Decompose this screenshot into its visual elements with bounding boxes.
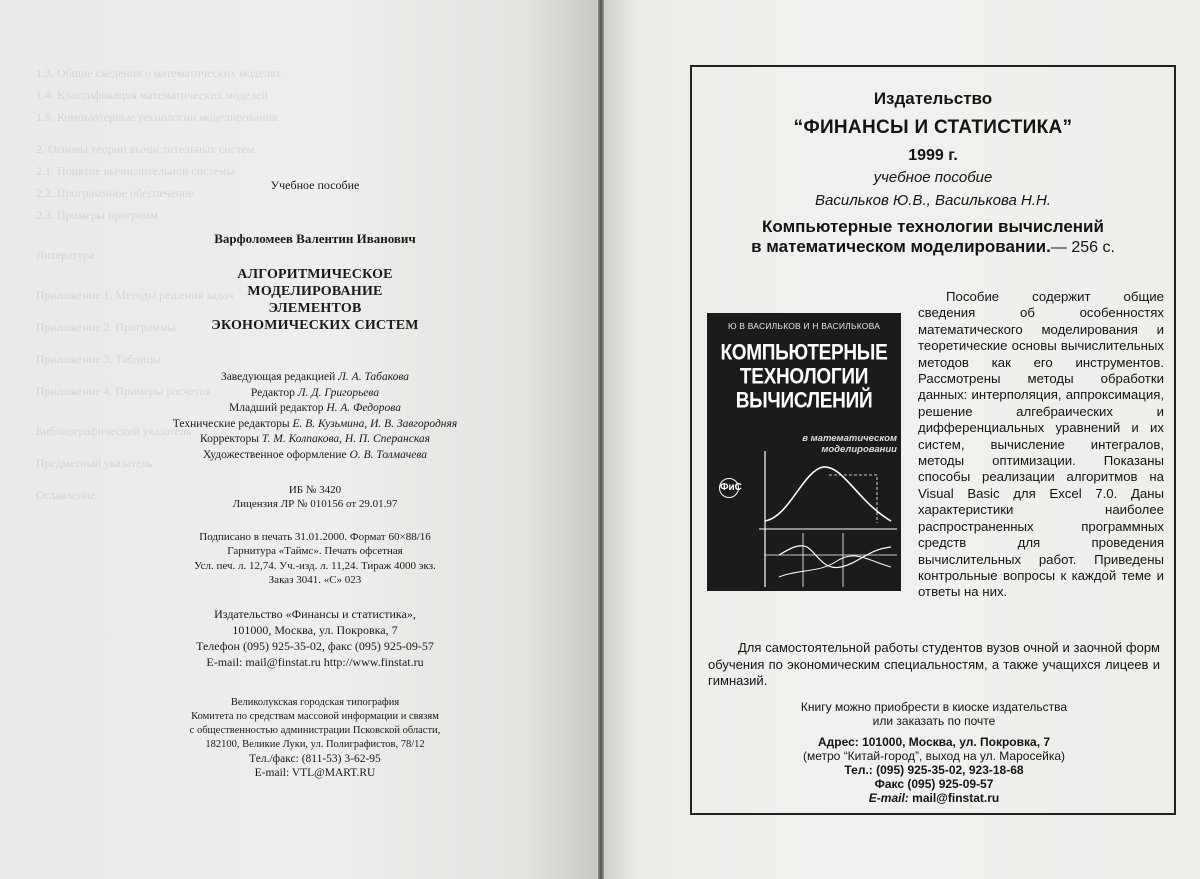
publisher-line: 101000, Москва, ул. Покровка, 7 (232, 622, 398, 637)
contact-fax: Факс (095) 925-09-57 (874, 777, 994, 791)
title-line: ЭЛЕМЕНТОВ (268, 301, 362, 316)
ad-book-title (692, 217, 1174, 258)
ghost-line: 2.2. Программное обеспечение (36, 186, 194, 200)
cover-graph-icon (759, 451, 897, 587)
ghost-line: Библиографический указатель (36, 424, 192, 438)
ghost-line: 2. Основы теории вычислительных систем (36, 142, 255, 156)
print-line: Заказ 3041. «С» 023 (268, 574, 362, 587)
license-number: Лицензия ЛР № 010156 от 29.01.97 (232, 498, 398, 511)
cover-authors: Ю В ВАСИЛЬКОВ И Н ВАСИЛЬКОВА (727, 321, 881, 331)
ghost-line: 2.1. Понятие вычислительной системы (36, 164, 235, 178)
ad-title-line: Компьютерные технологии вычислений (762, 217, 1104, 236)
ghost-line: 1.5. Компьютерные технологии моделирования (36, 110, 278, 124)
author-name: Варфоломеев Валентин Иванович (214, 231, 416, 246)
imprint-block (150, 178, 480, 780)
ghost-line: 2.3. Примеры программ (36, 208, 158, 222)
cover-title-line: КОМПЬЮТЕРНЫЕ (720, 341, 888, 366)
credit-line: Технические редакторы Е. В. Кузьмина, И. В. Завгородняя (172, 417, 458, 430)
ghost-line: 1.3. Общие сведения о математических моделях (36, 66, 282, 80)
printer-address (150, 696, 480, 780)
cover-subtitle-line: моделировании (821, 444, 897, 455)
publisher-line: Телефон (095) 925-35-02, факс (095) 925-09-57 (196, 638, 434, 653)
ghost-line: Приложение 2. Программы (36, 320, 176, 334)
printer-line: Комитета по средствам массовой информации и связям (191, 710, 439, 722)
title-line: АЛГОРИТМИЧЕСКОЕ (237, 267, 393, 282)
printer-line: Великолукская городская типография (230, 696, 400, 708)
publisher-line: E-mail: mail@finstat.ru http://www.finstat.ru (206, 654, 424, 669)
ghost-line: Предметный указатель (36, 456, 153, 470)
contact-phone: Тел.: (095) 925-35-02, 923-18-68 (844, 763, 1024, 777)
ad-book-type: учебное пособие (873, 169, 993, 186)
ad-contacts (708, 735, 1160, 805)
ghost-line: Литература (36, 248, 95, 262)
editorial-credits (150, 370, 480, 464)
ad-title-line: в математическом моделировании.— 256 с. (751, 237, 1115, 256)
printer-line: с общественностью администрации Псковской области, (189, 724, 441, 736)
print-details (150, 530, 480, 588)
ad-page-count: — 256 с. (1050, 239, 1115, 256)
book-type: Учебное пособие (270, 178, 360, 192)
ghost-line: Приложение 1. Методы решения задач (36, 288, 234, 302)
credit-line: Младший редактор Н. А. Федорова (229, 402, 401, 415)
publisher-line: Издательство «Финансы и статистика», (214, 606, 416, 621)
advertisement-box (690, 65, 1176, 815)
ghost-line: Оглавление (36, 488, 96, 502)
cover-title-line: ВЫЧИСЛЕНИЙ (735, 389, 873, 414)
cover-title (715, 341, 893, 413)
printer-line: E-mail: VTL@MART.RU (254, 766, 376, 779)
book-title (150, 266, 480, 334)
title-line: МОДЕЛИРОВАНИЕ (247, 284, 383, 299)
cover-subtitle-line: в математическом (802, 433, 897, 444)
contact-email: E-mail: mail@finstat.ru (868, 791, 1000, 805)
credit-line: Редактор Л. Д. Григорьева (250, 386, 380, 399)
ad-publisher-label: Издательство (873, 89, 993, 108)
contact-metro: (метро “Китай-город”, выход на ул. Маросейка) (802, 749, 1066, 763)
credit-line: Корректоры Т. М. Колпакова, Н. П. Сперанская (199, 433, 431, 446)
print-line: Гарнитура «Таймс». Печать офсетная (227, 545, 403, 558)
ghost-line: 1.4. Классификация математических моделей (36, 88, 268, 102)
license-info (150, 483, 480, 512)
ad-order-info (708, 700, 1160, 728)
ad-description: Пособие содержит общие сведения об особенностях математического моделирования и теоретические основы вычислительных методов как его инструментов. Рассмотрены методы обработки данных: интерполяция, аппроксимация, решение алгебраических и дифференциальных уравнений и их систем, вычисление интегралов, методы оптимизации. Показаны способы реализации алгоритмов на Visual Basic для Excel 7.0. Даны характеристики наиболее распространенных программных средств для проведения вычислительных работ. Приведены контрольные вопросы к каждой теме и ответы на них. (918, 289, 1164, 600)
ad-audience: Для самостоятельной работы студентов вузов очной и заочной форм обучения по экономическим специальностям, а также учащихся лицеев и гимназий. (708, 640, 1160, 688)
printer-line: 182100, Великие Луки, ул. Полиграфистов, 78/12 (205, 738, 425, 750)
ad-authors: Васильков Ю.В., Василькова Н.Н. (815, 192, 1051, 209)
ad-header (692, 89, 1174, 209)
title-line: ЭКОНОМИЧЕСКИХ СИСТЕМ (211, 318, 419, 333)
left-page (0, 0, 598, 879)
book-cover-image (707, 313, 901, 591)
ad-year: 1999 г. (908, 147, 958, 164)
print-line: Подписано в печать 31.01.2000. Формат 60×88/16 (199, 530, 431, 543)
contact-address: Адрес: 101000, Москва, ул. Покровка, 7 (817, 735, 1051, 749)
ghost-line: Приложение 3. Таблицы (36, 352, 161, 366)
ib-number: ИБ № 3420 (288, 483, 342, 496)
publisher-address (150, 606, 480, 670)
publisher-logo-icon: ФиС (719, 478, 739, 498)
right-page (604, 0, 1200, 879)
ghost-line: Приложение 4. Примеры расчетов (36, 384, 212, 398)
cover-title-line: ТЕХНОЛОГИИ (739, 365, 869, 390)
printer-line: Тел./факс: (811-53) 3-62-95 (249, 752, 381, 765)
order-line: или заказать по почте (872, 714, 996, 728)
credit-line: Художественное оформление О. В. Толмачева (202, 448, 427, 461)
credit-line: Заведующая редакцией Л. А. Табакова (220, 371, 410, 383)
order-line: Книгу можно приобрести в киоске издательства (800, 700, 1068, 714)
ad-publisher-name: “ФИНАНСЫ И СТАТИСТИКА” (793, 117, 1073, 138)
print-line: Усл. печ. л. 12,74. Уч.-изд. л. 11,24. Тираж 4000 экз. (194, 559, 436, 572)
